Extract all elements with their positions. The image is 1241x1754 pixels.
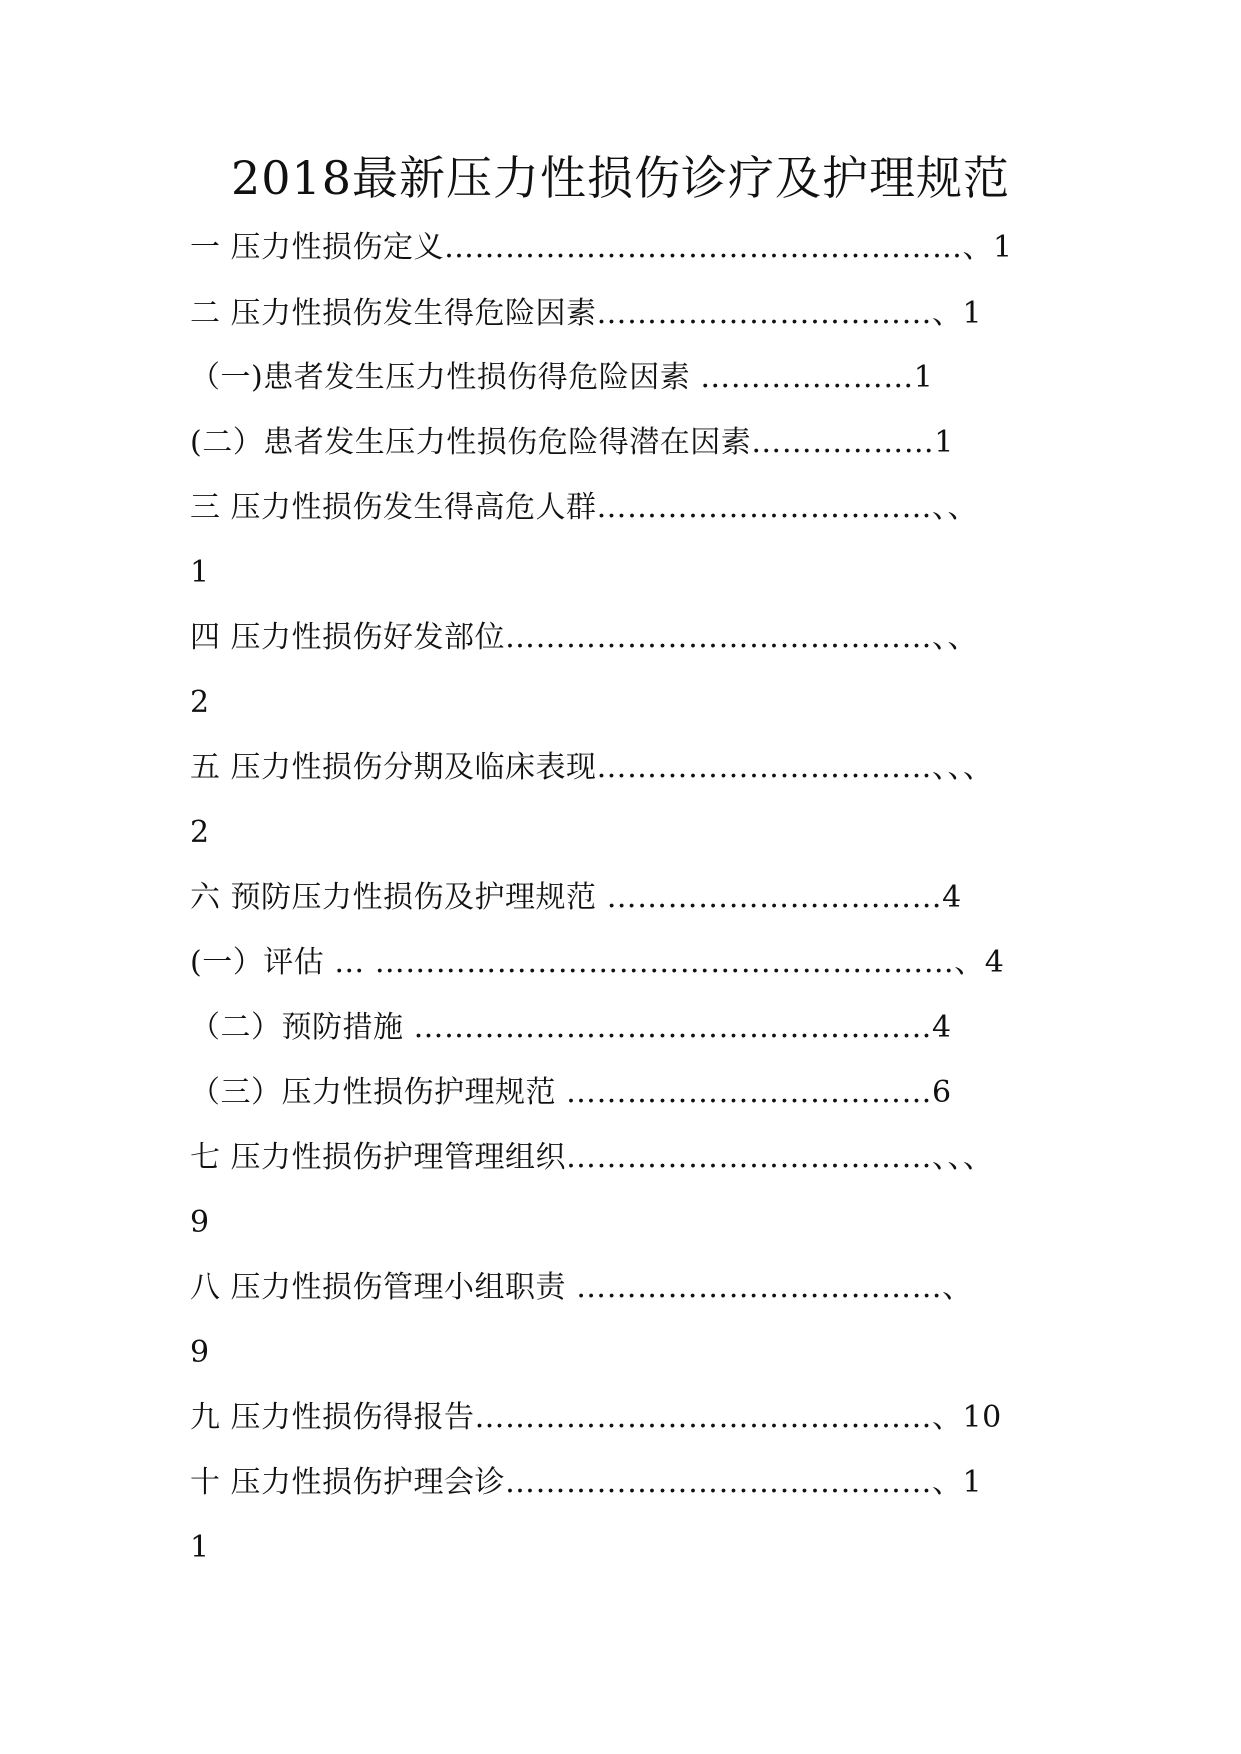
toc-line: 2: [190, 815, 210, 850]
toc-line: 五 压力性损伤分期及临床表现……………………………、、、: [190, 750, 994, 785]
toc-line: 四 压力性损伤好发部位……………………………………、、: [190, 620, 979, 655]
toc-line: （三）压力性损伤护理规范 ………………………………6: [190, 1075, 952, 1110]
toc-line: 9: [190, 1335, 210, 1370]
toc-line: 六 预防压力性损伤及护理规范 ……………………………4: [190, 880, 962, 915]
toc-line: 1: [190, 1530, 210, 1565]
toc-line: 七 压力性损伤护理管理组织………………………………、、、: [190, 1140, 994, 1175]
toc-line: （一)患者发生压力性损伤得危险因素 …………………1: [190, 360, 934, 395]
toc-line: 1: [190, 555, 210, 590]
toc-line: 八 压力性损伤管理小组职责 ………………………………、: [190, 1270, 973, 1305]
toc-line: 一 压力性损伤定义……………………………………………、1: [190, 230, 1013, 265]
toc-line: （二）预防措施 ……………………………………………4: [190, 1010, 952, 1045]
document-title: 2018最新压力性损伤诊疗及护理规范: [230, 151, 1011, 205]
toc-line: 十 压力性损伤护理会诊……………………………………、1: [190, 1465, 983, 1500]
toc-line: 9: [190, 1205, 210, 1240]
toc-line: 九 压力性损伤得报告………………………………………、10: [190, 1400, 1002, 1435]
toc-line: 三 压力性损伤发生得高危人群……………………………、、: [190, 490, 979, 525]
toc-line: (一）评估 … …………………………………………………、4: [190, 945, 1005, 980]
toc-line: (二）患者发生压力性损伤危险得潜在因素………………1: [190, 425, 954, 460]
toc-line: 2: [190, 685, 210, 720]
toc-line: 二 压力性损伤发生得危险因素……………………………、1: [190, 296, 983, 331]
